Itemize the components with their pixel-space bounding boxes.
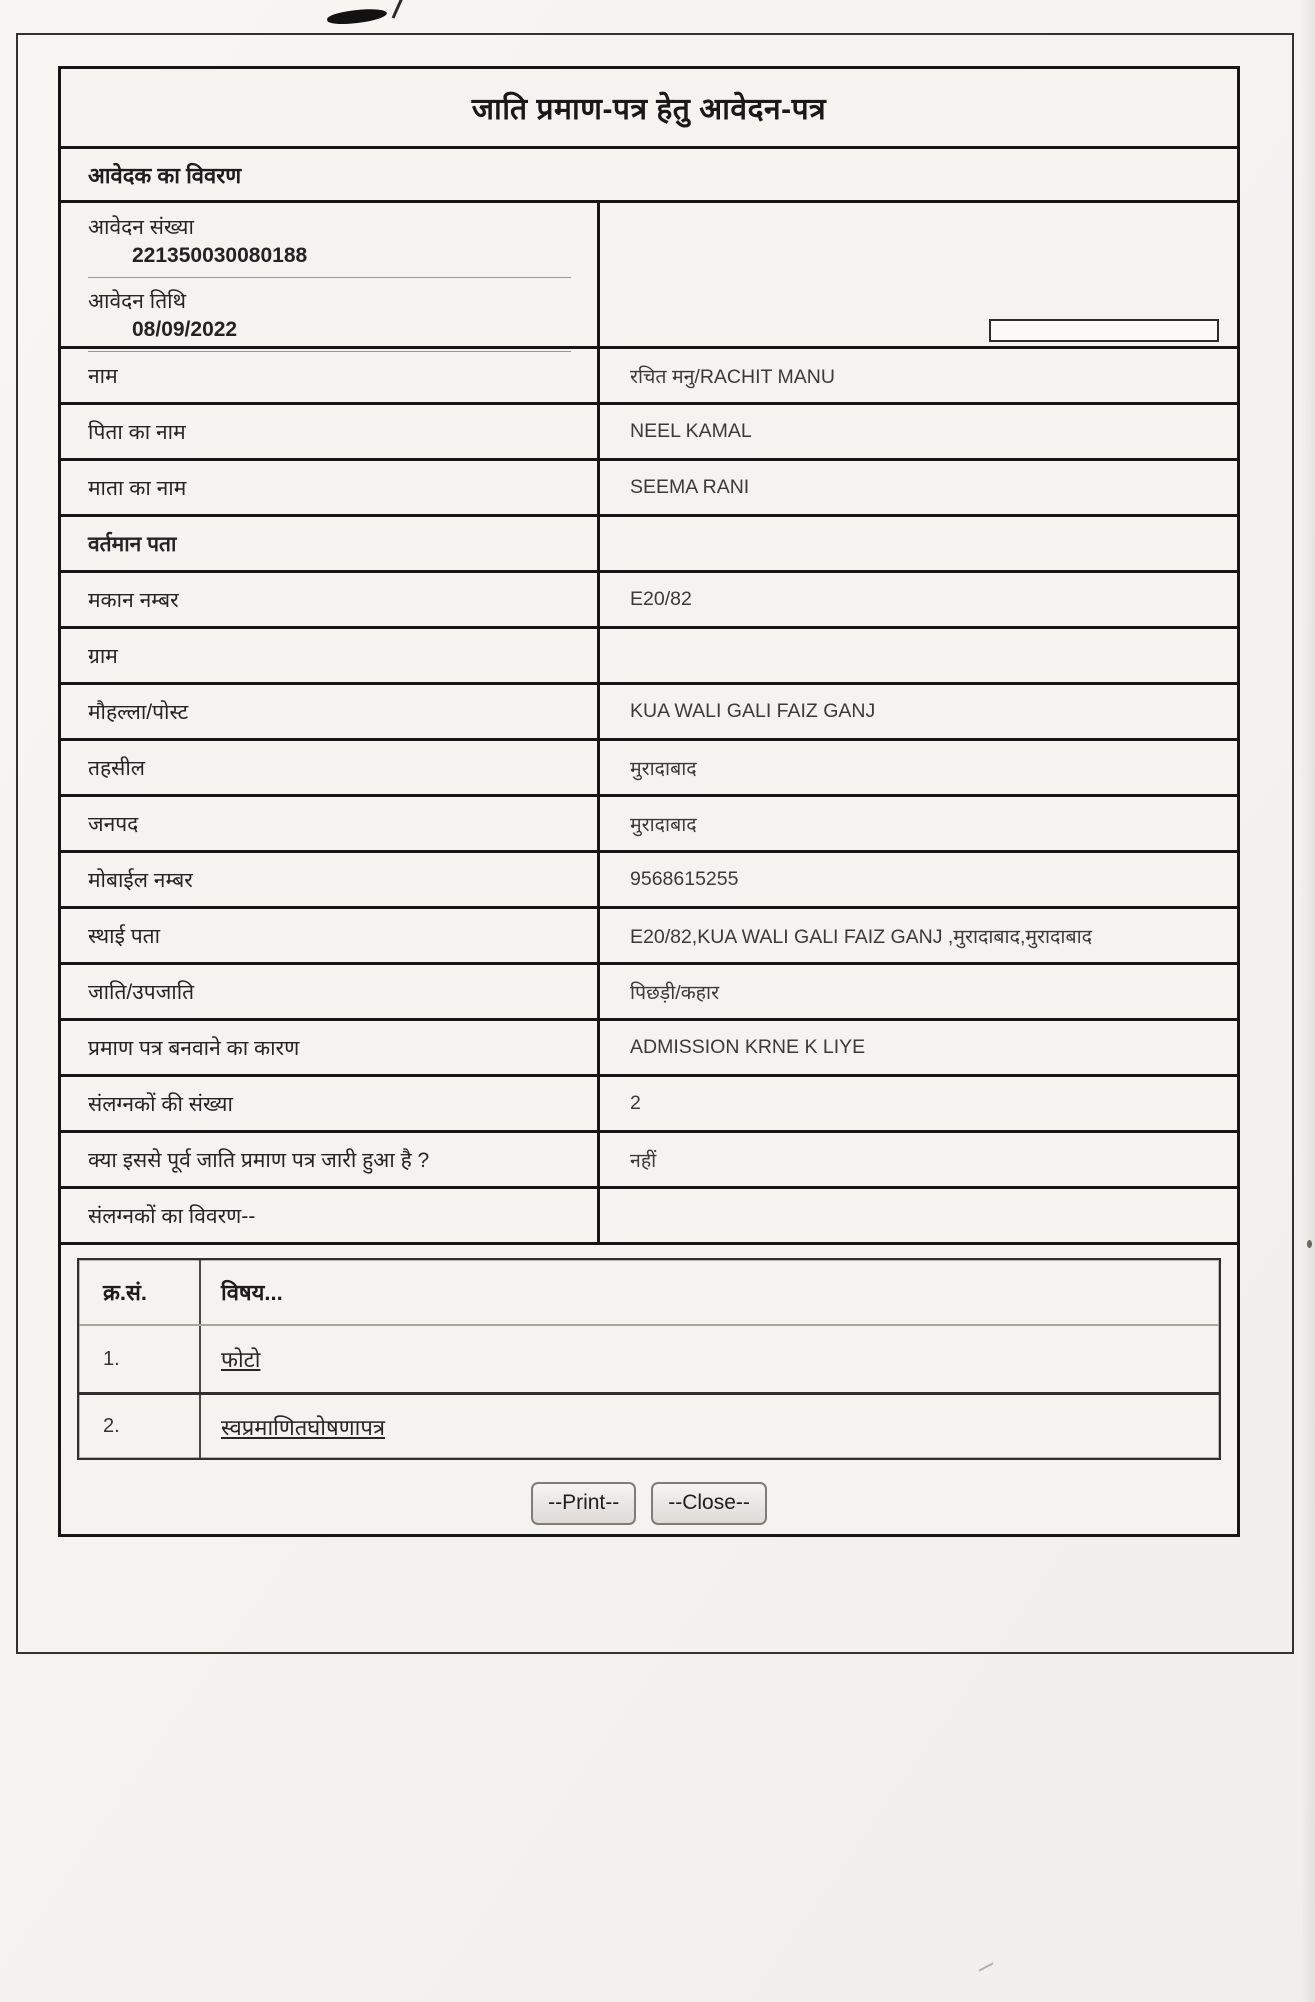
field-label: ग्राम xyxy=(61,629,600,682)
attachment-link-photo[interactable]: फोटो xyxy=(221,1347,261,1372)
field-value: पिछड़ी/कहार xyxy=(630,982,720,1004)
section-header-applicant-details: आवेदक का विवरण xyxy=(61,149,1237,203)
attachments-table xyxy=(77,1258,1221,1460)
form-row-name xyxy=(61,349,1237,405)
form-row-father-name xyxy=(61,405,1237,461)
field-value: E20/82,KUA WALI GALI FAIZ GANJ ,मुरादाबाद,मुरादाबाद xyxy=(630,926,1092,948)
field-value: 9568615255 xyxy=(630,868,739,890)
field-value: रचित मनु/RACHIT MANU xyxy=(630,366,835,388)
form-row-mohalla-post xyxy=(61,685,1237,741)
application-form-table xyxy=(58,66,1240,1537)
field-value: E20/82 xyxy=(630,588,692,610)
form-row-attachment-details xyxy=(61,1189,1237,1245)
print-button[interactable]: --Print-- xyxy=(531,1482,636,1525)
action-buttons-row xyxy=(61,1472,1237,1534)
field-value xyxy=(600,629,1237,682)
application-number-date-row xyxy=(61,203,1237,349)
application-number-date-cell xyxy=(61,203,600,346)
field-label: पिता का नाम xyxy=(61,405,600,458)
page-title: जाति प्रमाण-पत्र हेतु आवेदन-पत्र xyxy=(471,93,827,126)
form-row-current-address-header xyxy=(61,517,1237,573)
attachments-table-header xyxy=(79,1260,1219,1326)
field-label: जाति/उपजाति xyxy=(61,965,600,1018)
field-label: माता का नाम xyxy=(61,461,600,514)
form-row-mother-name xyxy=(61,461,1237,517)
form-row-attachment-count xyxy=(61,1077,1237,1133)
field-label: मोबाईल नम्बर xyxy=(61,853,600,906)
form-row-caste-subcaste xyxy=(61,965,1237,1021)
field-value: NEEL KAMAL xyxy=(630,420,752,442)
scan-artifact xyxy=(978,1962,993,1971)
field-label: संलग्नकों की संख्या xyxy=(61,1077,600,1130)
field-label: स्थाई पता xyxy=(61,909,600,962)
field-label: नाम xyxy=(61,349,600,402)
form-row-house-number xyxy=(61,573,1237,629)
divider xyxy=(88,277,571,278)
attachment-serial: 2. xyxy=(79,1395,201,1458)
form-row-permanent-address xyxy=(61,909,1237,965)
attachment-serial: 1. xyxy=(79,1326,201,1392)
field-label: तहसील xyxy=(61,741,600,794)
application-number-label: आवेदन संख्या xyxy=(88,216,194,239)
application-date-value: 08/09/2022 xyxy=(132,318,238,341)
scan-artifact xyxy=(326,6,387,26)
paper-edge-shadow xyxy=(1301,0,1315,2002)
scan-artifact xyxy=(392,0,404,19)
field-value: ADMISSION KRNE K LIYE xyxy=(630,1036,866,1058)
serial-number-header: क्र.सं. xyxy=(79,1260,201,1324)
field-value: KUA WALI GALI FAIZ GANJ xyxy=(630,700,876,722)
field-value: मुरादाबाद xyxy=(630,758,697,780)
application-date-label: आवेदन तिथि xyxy=(88,290,187,313)
field-value: SEEMA RANI xyxy=(630,476,750,498)
application-header-right-cell xyxy=(600,203,1237,346)
title-row xyxy=(61,69,1237,149)
attachment-row-photo xyxy=(79,1326,1219,1392)
form-row-tehsil xyxy=(61,741,1237,797)
field-label: जनपद xyxy=(61,797,600,850)
field-value: नहीं xyxy=(630,1150,657,1172)
form-row-district xyxy=(61,797,1237,853)
attachments-section xyxy=(61,1245,1237,1472)
field-value: मुरादाबाद xyxy=(630,814,697,836)
attachment-link-self-declaration[interactable]: स्वप्रमाणितघोषणापत्र xyxy=(221,1414,385,1440)
field-label: क्या इससे पूर्व जाति प्रमाण पत्र जारी हुआ है ? xyxy=(61,1133,600,1186)
field-value: 2 xyxy=(630,1092,641,1114)
field-label: मौहल्ला/पोस्ट xyxy=(61,685,600,738)
form-row-reason xyxy=(61,1021,1237,1077)
application-number-value: 221350030080188 xyxy=(132,244,308,267)
field-label: वर्तमान पता xyxy=(61,517,600,570)
close-button[interactable]: --Close-- xyxy=(651,1482,767,1525)
field-value xyxy=(600,1189,1237,1242)
subject-header: विषय... xyxy=(221,1280,283,1305)
attachment-row-self-declaration xyxy=(79,1392,1219,1458)
field-label: संलग्नकों का विवरण-- xyxy=(61,1189,600,1242)
field-label: प्रमाण पत्र बनवाने का कारण xyxy=(61,1021,600,1074)
form-row-previously-issued xyxy=(61,1133,1237,1189)
form-row-mobile-number xyxy=(61,853,1237,909)
field-label: मकान नम्बर xyxy=(61,573,600,626)
field-value xyxy=(600,517,1237,570)
blank-input-box[interactable] xyxy=(989,319,1219,342)
form-row-village xyxy=(61,629,1237,685)
